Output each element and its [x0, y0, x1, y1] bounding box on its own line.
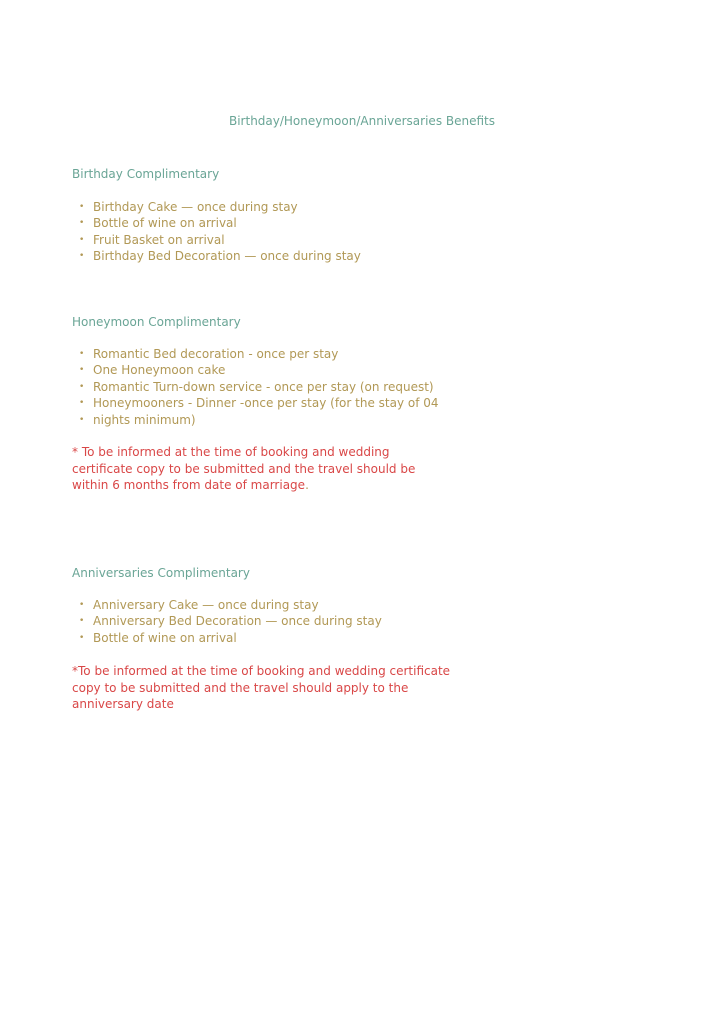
list-item — [72, 199, 492, 215]
list-item — [72, 215, 492, 231]
list-item — [72, 362, 492, 378]
list-item-text: Bottle of wine on arrival — [93, 630, 237, 645]
honeymoon-note-text: * To be informed at the time of booking and wedding certificate copy to be submitted and the travel should be within 6 months from date of marriage — [72, 445, 416, 493]
honeymoon-section — [72, 314, 492, 494]
bullet-icon: • — [79, 349, 85, 359]
bullet-icon: • — [79, 251, 85, 262]
list-item — [72, 346, 492, 362]
honeymoon-heading: Honeymoon Complimentary — [72, 315, 241, 329]
bullet-icon: • — [79, 414, 85, 425]
honeymoon-note-period: . — [305, 478, 309, 493]
list-item-text: nights minimum) — [93, 412, 196, 427]
birthday-heading: Birthday Complimentary — [72, 167, 220, 181]
bullet-icon: • — [79, 202, 85, 212]
list-item — [72, 248, 492, 264]
bullet-icon: • — [79, 381, 85, 392]
honeymoon-benefit-list — [72, 346, 492, 428]
anniversaries-heading: Anniversaries Complimentary — [72, 566, 250, 580]
list-item-text: Anniversary Bed Decoration — once during stay — [93, 614, 382, 629]
bullet-icon: • — [79, 600, 85, 610]
birthday-benefit-list — [72, 199, 492, 265]
list-item-text: Birthday Cake — once during stay — [93, 200, 298, 214]
list-item-text: Birthday Bed Decoration — once during stay — [93, 249, 361, 264]
list-item — [72, 379, 492, 395]
list-item-text: Honeymooners - Dinner -once per stay (for the stay of 04 — [93, 396, 439, 411]
list-item-text: Bottle of wine on arrival — [93, 216, 237, 231]
list-item — [72, 597, 492, 613]
list-item-text: Anniversary Cake — once during stay — [93, 598, 319, 612]
birthday-section — [72, 166, 492, 265]
list-item — [72, 232, 492, 248]
bullet-icon: • — [79, 632, 85, 643]
anniversaries-section — [72, 565, 492, 713]
page-title: Birthday/Honeymoon/Anniversaries Benefits — [228, 114, 495, 128]
bullet-icon: • — [79, 365, 85, 376]
bullet-icon: • — [79, 218, 85, 229]
list-item — [72, 395, 492, 411]
anniversaries-note: *To be informed at the time of booking and wedding certificate copy to be submitted and the travel should apply to the anniversary date — [72, 664, 451, 712]
bullet-icon: • — [79, 234, 85, 245]
bullet-icon: • — [79, 398, 85, 409]
bullet-icon: • — [79, 616, 85, 627]
list-item-text: One Honeymoon cake — [93, 363, 226, 378]
list-item — [72, 412, 492, 428]
list-item — [72, 613, 492, 629]
honeymoon-note — [72, 444, 492, 494]
list-item-text: Romantic Turn-down service - once per stay (on request) — [93, 379, 434, 394]
anniversaries-benefit-list — [72, 597, 492, 646]
list-item-text: Romantic Bed decoration - once per stay — [93, 347, 339, 361]
list-item — [72, 630, 492, 646]
list-item-text: Fruit Basket on arrival — [93, 232, 225, 247]
